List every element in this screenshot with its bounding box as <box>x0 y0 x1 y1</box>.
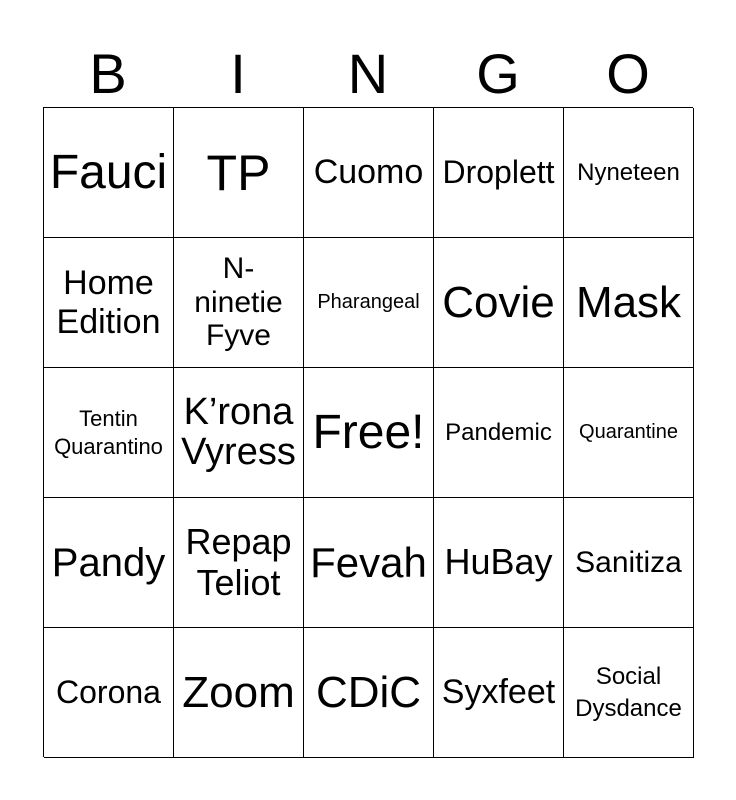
header-letter-o: O <box>606 42 650 105</box>
bingo-cell[interactable] <box>174 238 304 368</box>
header-letter-i: I <box>230 42 246 105</box>
cell-label: Tentin Quarantino <box>54 406 163 459</box>
bingo-cell[interactable] <box>434 238 564 368</box>
cell-label: Pandemic <box>445 418 552 446</box>
bingo-cell[interactable] <box>304 108 434 238</box>
bingo-cell[interactable] <box>44 368 174 498</box>
cell-label: HuBay <box>444 541 553 583</box>
cell-label: Covie <box>442 277 555 327</box>
bingo-cell[interactable] <box>434 108 564 238</box>
bingo-cell[interactable] <box>174 628 304 758</box>
bingo-cell[interactable] <box>304 628 434 758</box>
header-letter-g: G <box>476 42 520 105</box>
cell-label: Pandy <box>51 540 166 585</box>
bingo-cell[interactable] <box>304 238 434 368</box>
bingo-cell[interactable] <box>564 498 694 628</box>
cell-label: Repap Teliot <box>185 521 292 603</box>
bingo-cell[interactable] <box>44 498 174 628</box>
cell-label: Sanitiza <box>575 545 682 579</box>
header-letter-n: N <box>347 42 389 105</box>
bingo-cell[interactable] <box>564 628 694 758</box>
bingo-cell[interactable] <box>564 238 694 368</box>
bingo-cell[interactable] <box>434 498 564 628</box>
cell-label: K’rona Vyress <box>181 390 296 473</box>
cell-label: Nyneteen <box>577 158 680 186</box>
cell-label: Zoom <box>182 667 295 717</box>
cell-label: N- ninetie Fyve <box>194 252 283 353</box>
bingo-cell[interactable] <box>304 498 434 628</box>
bingo-cell[interactable] <box>434 628 564 758</box>
bingo-cell[interactable] <box>174 108 304 238</box>
cell-label: Fevah <box>310 538 427 586</box>
cell-label: Droplett <box>442 153 555 190</box>
bingo-cell[interactable] <box>44 238 174 368</box>
bingo-header <box>43 44 693 104</box>
cell-label: Free! <box>312 405 425 459</box>
bingo-cell[interactable] <box>44 628 174 758</box>
cell-label: Cuomo <box>313 153 424 192</box>
bingo-cell[interactable] <box>174 368 304 498</box>
bingo-board <box>43 107 693 757</box>
bingo-cell[interactable] <box>174 498 304 628</box>
bingo-cell[interactable] <box>44 108 174 238</box>
cell-label: CDiC <box>315 667 422 717</box>
cell-label: Home Edition <box>56 264 161 341</box>
cell-label: Social Dysdance <box>575 663 682 722</box>
cell-label: Syxfeet <box>441 673 556 712</box>
cell-label: Pharangeal <box>317 291 420 314</box>
bingo-cell[interactable] <box>564 108 694 238</box>
cell-label: Fauci <box>49 145 168 199</box>
header-letter-b: B <box>89 42 127 105</box>
bingo-cell[interactable] <box>434 368 564 498</box>
cell-label: Quarantine <box>579 421 678 444</box>
cell-label: Mask <box>575 277 682 327</box>
bingo-cell[interactable] <box>564 368 694 498</box>
cell-label: TP <box>206 144 271 201</box>
cell-label: Corona <box>56 673 161 710</box>
free-space[interactable] <box>304 368 434 498</box>
